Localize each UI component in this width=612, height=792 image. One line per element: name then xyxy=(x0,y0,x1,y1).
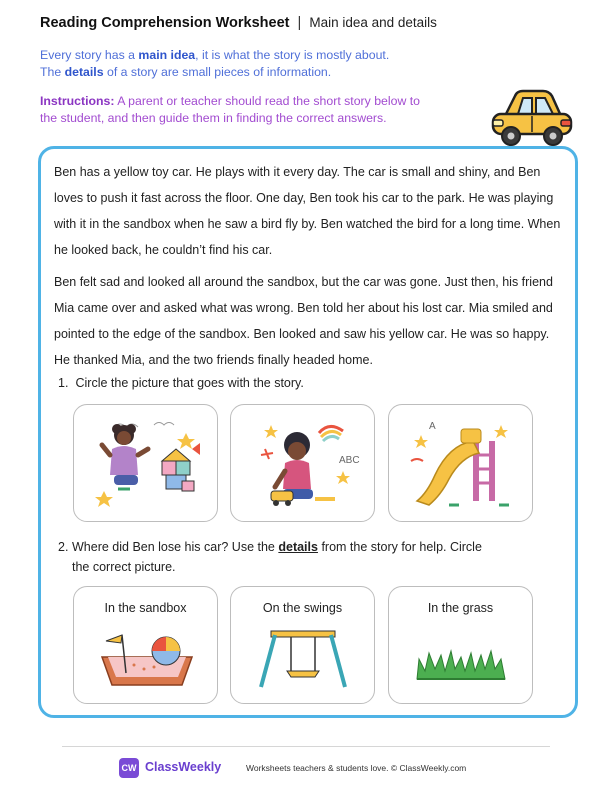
answer-label-sandbox: In the sandbox xyxy=(104,601,187,615)
question-1 xyxy=(58,373,304,393)
question-1-number: 1. xyxy=(58,376,69,390)
question-2-text-line-2: the correct picture. xyxy=(72,560,176,574)
question-2-text-pre: Where did Ben lose his car? Use the xyxy=(72,540,279,554)
instructions-line-1 xyxy=(40,93,420,110)
answer-label-grass: In the grass xyxy=(427,601,494,615)
details-emphasis: details xyxy=(278,540,318,554)
question-2-text-post: from the story for help. Circle xyxy=(317,540,482,554)
boy-with-toy-car-icon xyxy=(231,405,376,523)
intro-text xyxy=(40,47,389,81)
intro-line-1-pre: Every story has a xyxy=(40,48,139,62)
yellow-car-icon xyxy=(489,86,575,148)
question-2 xyxy=(58,537,482,577)
answer-option-sandbox[interactable] xyxy=(73,586,218,704)
slide-icon xyxy=(389,405,534,523)
intro-line-1 xyxy=(40,47,389,64)
picture-option-girl-blocks[interactable] xyxy=(73,404,218,522)
answer-label-swings: On the swings xyxy=(262,601,343,615)
worksheet-title: Reading Comprehension Worksheet xyxy=(40,15,290,31)
instructions-text xyxy=(40,93,420,127)
intro-line-2-pre: The xyxy=(40,65,65,79)
footer-tagline: Worksheets teachers & students love. © ClassWeekly.com xyxy=(246,763,467,773)
story-text xyxy=(54,159,564,373)
story-paragraph-2: Ben felt sad and looked all around the sandbox, but the car was gone. Just then, his friend Mia came over and asked what was wrong. Ben told her about his lost car. Mia smiled and pointed to the edge of the sandbox. Ben looked and saw his yellow car. He was so happy. He thanked Mia, and the two friends finally headed home. xyxy=(54,275,553,367)
title-separator: | xyxy=(297,15,302,31)
intro-line-2-post: of a story are small pieces of information. xyxy=(103,65,332,79)
swings-icon xyxy=(231,587,376,705)
instructions-line-2: the student, and then guide them in finding the correct answers. xyxy=(40,111,387,125)
grass-icon xyxy=(389,587,534,705)
answer-option-swings[interactable] xyxy=(230,586,375,704)
answer-option-grass[interactable] xyxy=(388,586,533,704)
classweekly-logo: CW xyxy=(119,758,139,778)
worksheet-header xyxy=(40,15,437,31)
brand-name: ClassWeekly xyxy=(145,760,222,774)
question-2-number: 2. xyxy=(58,540,69,554)
question-1-text: Circle the picture that goes with the story. xyxy=(75,376,304,390)
intro-line-1-post: , it is what the story is mostly about. xyxy=(195,48,390,62)
intro-line-2 xyxy=(40,64,389,81)
picture-option-slide[interactable] xyxy=(388,404,533,522)
worksheet-subtitle: Main idea and details xyxy=(309,15,437,30)
main-idea-term: main idea xyxy=(138,48,196,62)
instructions-label: Instructions: xyxy=(40,94,115,108)
details-term: details xyxy=(64,65,104,79)
sandbox-icon xyxy=(74,587,219,705)
svg-text:ABC: ABC xyxy=(339,455,360,466)
footer-divider xyxy=(62,746,550,747)
picture-option-boy-car[interactable] xyxy=(230,404,375,522)
instructions-line-1-text: A parent or teacher should read the short story below to xyxy=(114,94,421,108)
girl-with-blocks-icon xyxy=(74,405,219,523)
story-paragraph-1: Ben has a yellow toy car. He plays with it every day. The car is small and shiny, and Ben loves to push it fast across the floor. One day, Ben took his car to the park. He was playing with it in the sandbox when he saw a bird fly by. Ben watched the bird for a long time. When he looked back, he couldn’t find his car. xyxy=(54,165,561,257)
svg-text:A: A xyxy=(429,421,436,432)
